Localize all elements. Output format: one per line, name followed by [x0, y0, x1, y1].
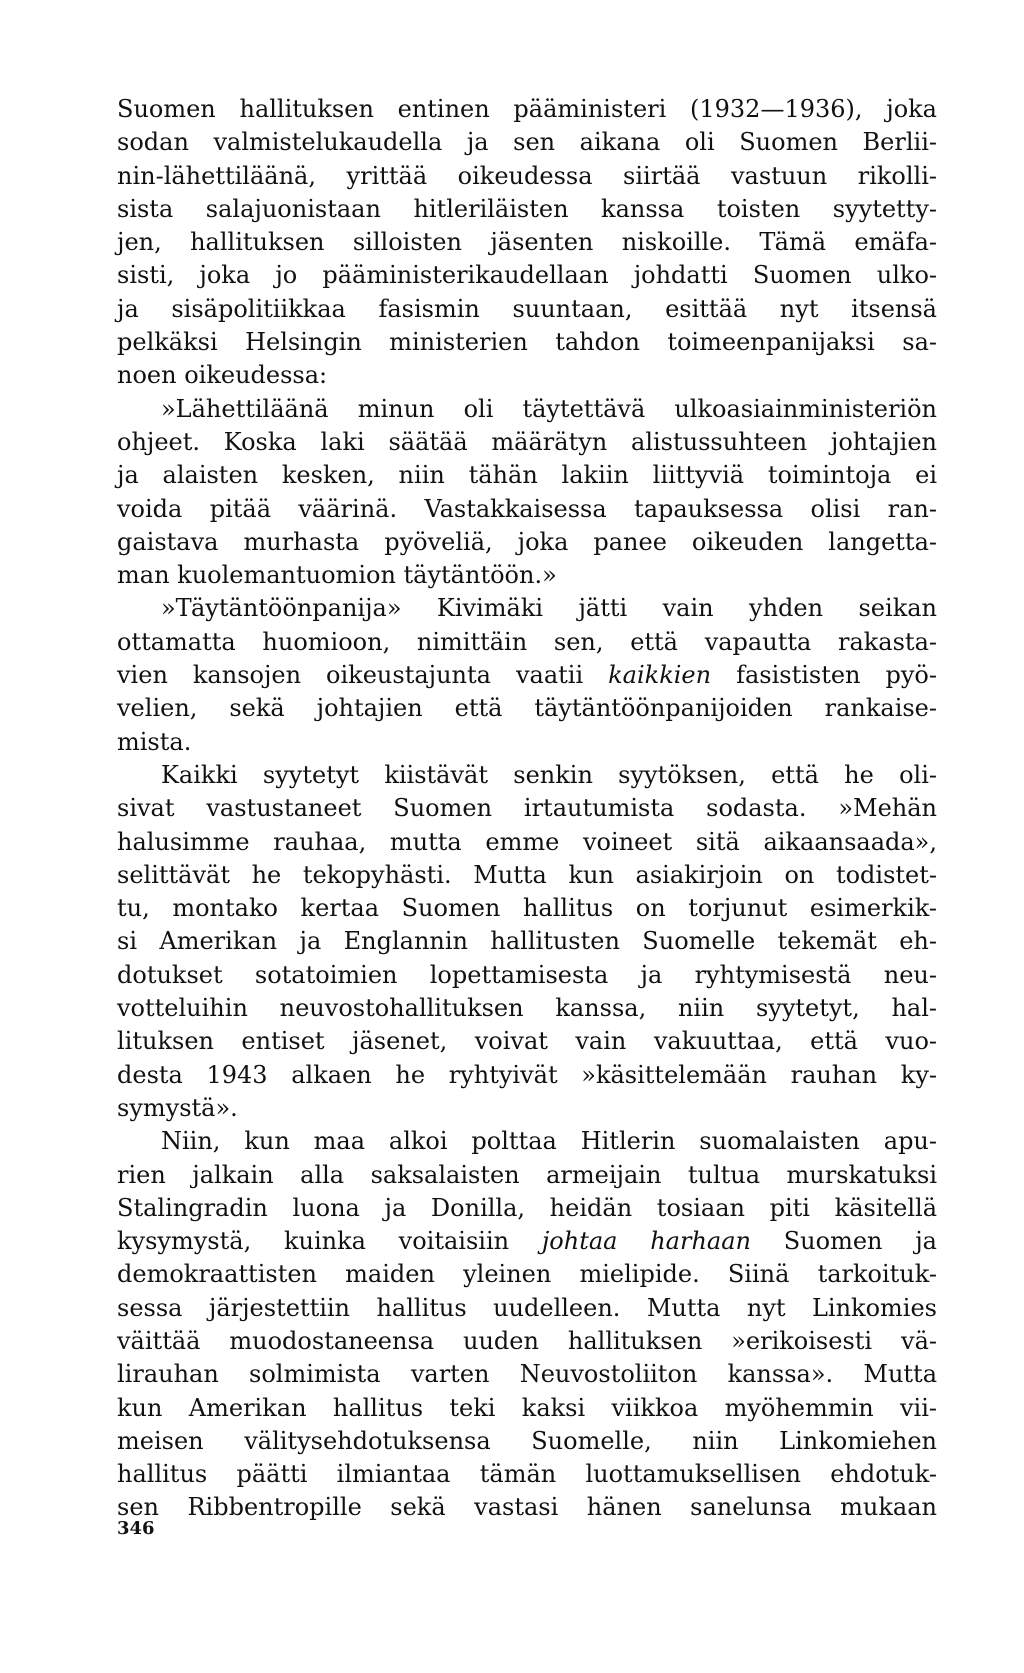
- text-line: gaistava murhasta pyöveliä, joka panee oikeuden langetta-: [117, 527, 937, 556]
- text-line: lirauhan solmimista varten Neuvostoliiton kanssa». Mutta: [117, 1360, 937, 1389]
- text-line: kun Amerikan hallitus teki kaksi viikkoa myöhemmin vii-: [117, 1393, 937, 1422]
- text-line: jen, hallituksen silloisten jäsenten niskoille. Tämä emäfa-: [117, 228, 937, 257]
- text-line: ja sisäpolitiikkaa fasismin suuntaan, esittää nyt itsensä: [117, 294, 937, 323]
- text-line: voida pitää väärinä. Vastakkaisessa tapauksessa olisi ran-: [117, 494, 937, 523]
- text-line: desta 1943 alkaen he ryhtyivät »käsittelemään rauhan ky-: [117, 1060, 937, 1089]
- page-number: 346: [117, 1518, 155, 1539]
- text-line: Niin, kun maa alkoi polttaa Hitlerin suomalaisten apu-: [161, 1127, 937, 1156]
- text-line: vien kansojen oikeustajunta vaatii kaikkien fasististen pyö-: [117, 661, 937, 690]
- text-line: hallitus päätti ilmiantaa tämän luottamuksellisen ehdotuk-: [117, 1460, 937, 1489]
- text-line: Kaikki syytetyt kiistävät senkin syytöksen, että he oli-: [161, 760, 937, 789]
- text-line: mista.: [117, 727, 192, 756]
- text-line: demokraattisten maiden yleinen mielipide. Siinä tarkoituk-: [117, 1260, 937, 1289]
- text-line: Stalingradin luona ja Donilla, heidän tosiaan piti käsitellä: [117, 1193, 937, 1222]
- text-line: meisen välitysehdotuksensa Suomelle, niin Linkomiehen: [117, 1426, 937, 1455]
- text-line: sivat vastustaneet Suomen irtautumista sodasta. »Mehän: [117, 794, 937, 823]
- text-line: selittävät he tekopyhästi. Mutta kun asiakirjoin on todistet-: [117, 860, 937, 889]
- text-line: man kuolemantuomion täytäntöön.»: [117, 561, 557, 590]
- text-line: sessa järjestettiin hallitus uudelleen. Mutta nyt Linkomies: [117, 1293, 937, 1322]
- text-line: Suomen hallituksen entinen pääministeri (1932—1936), joka: [117, 95, 937, 123]
- text-line: votteluihin neuvostohallituksen kanssa, niin syytetyt, hal-: [117, 994, 937, 1023]
- emphasis: kaikkien: [608, 661, 712, 690]
- text-line: velien, sekä johtajien että täytäntöönpanijoiden rankaise-: [117, 694, 937, 723]
- text-line: ohjeet. Koska laki säätää määrätyn alistussuhteen johtajien: [117, 427, 937, 456]
- text-line: sodan valmistelukaudella ja sen aikana oli Suomen Berlii-: [117, 128, 937, 157]
- text-line: si Amerikan ja Englannin hallitusten Suomelle tekemät eh-: [117, 927, 937, 956]
- text-line: lituksen entiset jäsenet, voivat vain vakuuttaa, että vuo-: [117, 1027, 937, 1056]
- text-line: »Täytäntöönpanija» Kivimäki jätti vain yhden seikan: [161, 594, 937, 623]
- text-line: halusimme rauhaa, mutta emme voineet sitä aikaansaada»,: [117, 827, 937, 856]
- text-line: nin-lähettiläänä, yrittää oikeudessa siirtää vastuun rikolli-: [117, 161, 937, 190]
- text-line: ja alaisten kesken, niin tähän lakiin liittyviä toimintoja ei: [117, 461, 937, 490]
- text-line: tu, montako kertaa Suomen hallitus on torjunut esimerkik-: [117, 894, 937, 923]
- text-line: symystä».: [117, 1093, 238, 1122]
- text-line: kysymystä, kuinka voitaisiin johtaa harhaan Suomen ja: [117, 1227, 937, 1256]
- text-line: rien jalkain alla saksalaisten armeijain tultua murskatuksi: [117, 1160, 937, 1189]
- text-line: ottamatta huomioon, nimittäin sen, että vapautta rakasta-: [117, 627, 937, 656]
- text-line: sista salajuonistaan hitleriläisten kanssa toisten syytetty-: [117, 194, 937, 223]
- text-line: dotukset sotatoimien lopettamisesta ja ryhtymisestä neu-: [117, 960, 937, 989]
- text-line: pelkäksi Helsingin ministerien tahdon toimeenpanijaksi sa-: [117, 328, 937, 357]
- text-line: sisti, joka jo pääministerikaudellaan johdatti Suomen ulko-: [117, 261, 937, 290]
- text-line: noen oikeudessa:: [117, 361, 328, 390]
- emphasis: johtaa harhaan: [541, 1227, 751, 1256]
- text-line: »Lähettiläänä minun oli täytettävä ulkoasiainministeriön: [161, 394, 937, 423]
- text-line: väittää muodostaneensa uuden hallituksen »erikoisesti vä-: [117, 1326, 937, 1355]
- text-line: sen Ribbentropille sekä vastasi hänen sanelunsa mukaan: [117, 1493, 937, 1522]
- page-text: [117, 93, 937, 1525]
